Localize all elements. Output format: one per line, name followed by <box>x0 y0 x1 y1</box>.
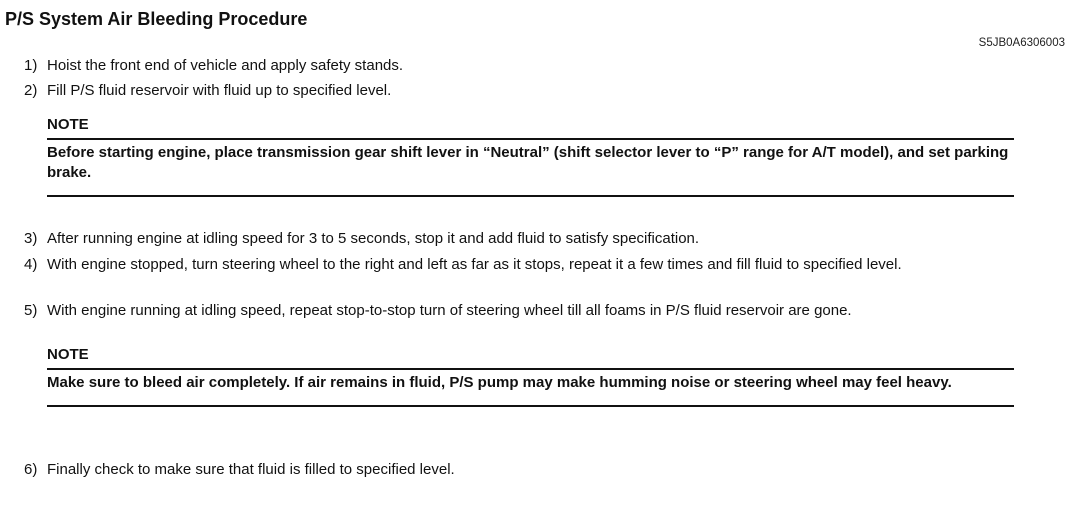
note-divider-bottom <box>47 405 1014 407</box>
step-number: 1) <box>24 57 38 74</box>
step-text: With engine running at idling speed, repeat stop-to-stop turn of steering wheel till all foams in P/S fluid reservoir are gone. <box>47 302 852 319</box>
step-text: After running engine at idling speed for 3 to 5 seconds, stop it and add fluid to satisfy specification. <box>47 230 700 247</box>
note-block-2 <box>47 345 1014 407</box>
note-label: NOTE <box>47 346 89 363</box>
note-text: Before starting engine, place transmission gear shift lever in “Neutral” (shift selector lever to “P” range for A/T model), and set parking brake. <box>47 144 1009 181</box>
procedure-step-6 <box>24 459 1064 480</box>
procedure-step-1 <box>24 55 1064 76</box>
step-number: 2) <box>24 82 38 99</box>
step-text: Finally check to make sure that fluid is filled to specified level. <box>47 461 455 478</box>
page-title: P/S System Air Bleeding Procedure <box>5 9 308 29</box>
procedure-step-2 <box>24 80 1064 101</box>
note-divider-bottom <box>47 195 1014 197</box>
procedure-step-4 <box>24 254 1064 275</box>
step-number: 4) <box>24 256 38 273</box>
step-text: Hoist the front end of vehicle and apply safety stands. <box>47 57 404 74</box>
note-label: NOTE <box>47 116 89 133</box>
step-text: With engine stopped, turn steering wheel to the right and left as far as it stops, repeat it a few times and fill fluid to specified level. <box>47 256 902 273</box>
step-text: Fill P/S fluid reservoir with fluid up to specified level. <box>47 82 392 99</box>
note-block-1 <box>47 115 1014 197</box>
step-number: 5) <box>24 302 38 319</box>
note-text: Make sure to bleed air completely. If air remains in fluid, P/S pump may make humming noise or steering wheel may feel heavy. <box>47 374 952 391</box>
procedure-step-5 <box>24 300 1064 321</box>
step-number: 3) <box>24 230 38 247</box>
procedure-step-3 <box>24 228 1064 249</box>
step-number: 6) <box>24 461 38 478</box>
document-id: S5JB0A6306003 <box>978 37 1065 49</box>
